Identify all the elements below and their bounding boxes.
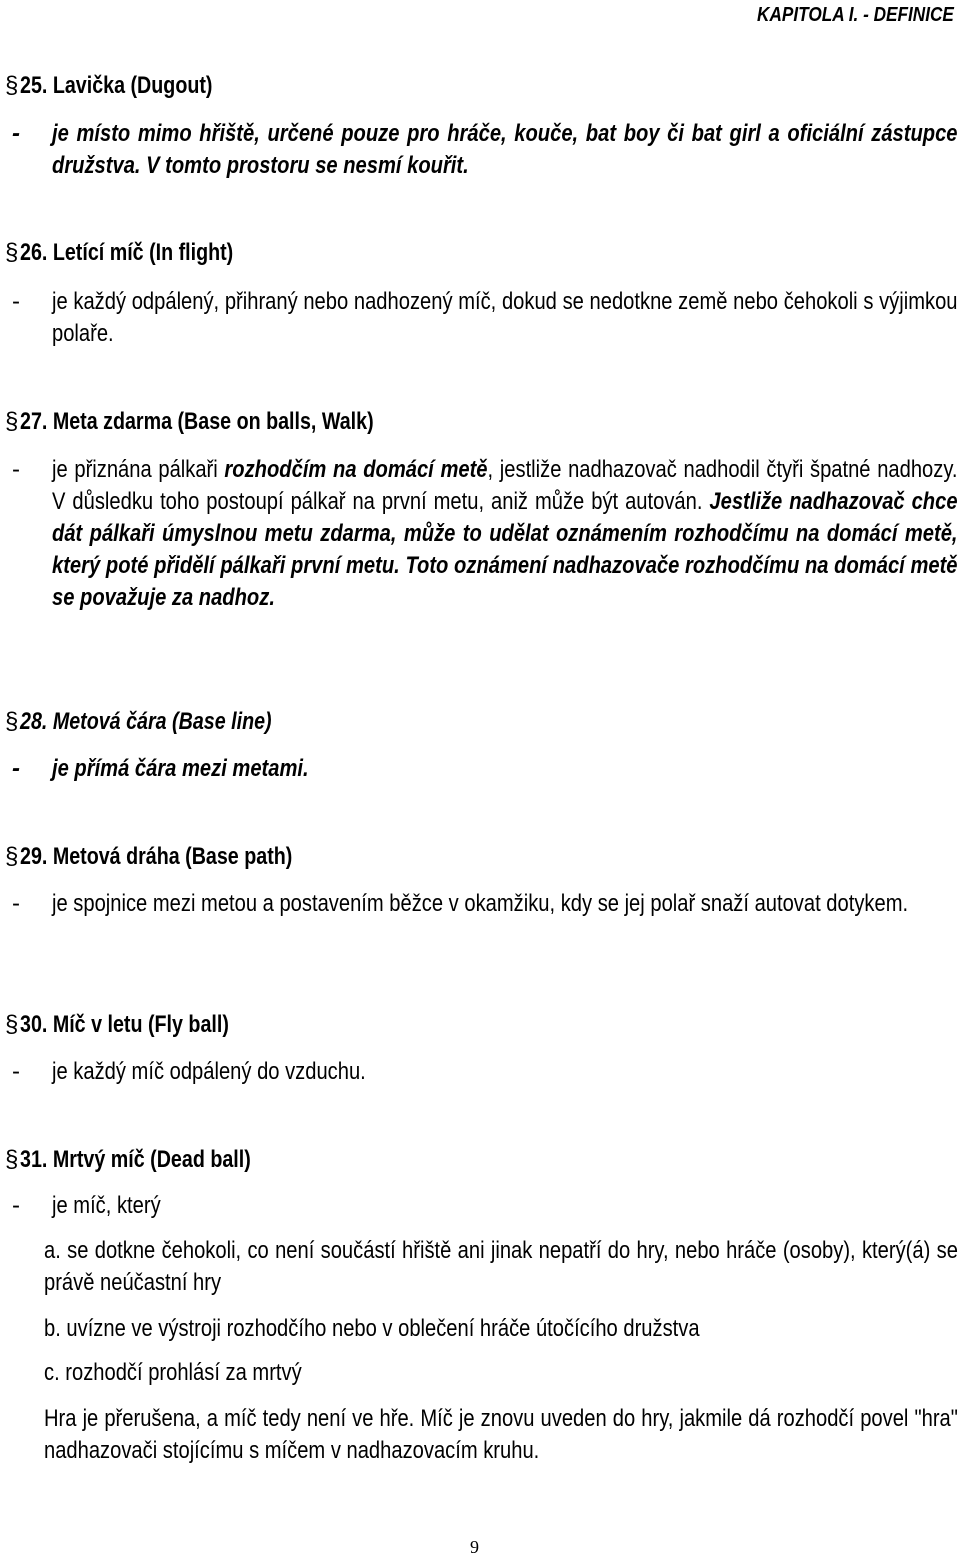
- section-25-text: [52, 118, 958, 182]
- section-26-text-content: je každý odpálený, přihraný nebo nadhozený míč, dokud se nedotkne země nebo čehokoli s výjimkou polaře.: [52, 288, 958, 347]
- section-sign: §: [5, 1011, 19, 1038]
- section-29-heading: [5, 842, 352, 872]
- section-29-title: 29. Metová dráha (Base path): [20, 843, 293, 870]
- section-31-heading: [5, 1145, 301, 1175]
- section-27-text-part-1: je přiznána pálkaři: [52, 456, 225, 483]
- section-27-emphasis-umpire: rozhodčím na domácí metě: [224, 456, 488, 483]
- bullet-dash: -: [12, 890, 20, 917]
- section-31-text-content: je míč, který: [52, 1192, 161, 1219]
- section-28-text-content: je přímá čára mezi metami.: [52, 755, 309, 782]
- section-31-item-b-text: b. uvízne ve výstroji rozhodčího nebo v oblečení hráče útočícího družstva: [44, 1315, 700, 1342]
- bullet-dash: -: [12, 1058, 20, 1085]
- section-31-item-c: [44, 1357, 958, 1389]
- section-sign: §: [5, 408, 19, 435]
- section-31-item-a-text: a. se dotkne čehokoli, co není součástí hřiště ani jinak nepatří do hry, nebo hráče (osoby), který(á) se právě neúčastní hry: [44, 1237, 958, 1296]
- page-number: 9: [470, 1537, 479, 1557]
- section-31-closing: [44, 1403, 958, 1467]
- section-31-item-c-text: c. rozhodčí prohlásí za mrtvý: [44, 1359, 302, 1386]
- section-29-text-content: je spojnice mezi metou a postavením běžce v okamžiku, kdy se jej polař snaží autovat dotykem.: [52, 890, 909, 917]
- section-26-text: [52, 286, 958, 350]
- bullet-dash: -: [12, 288, 20, 315]
- section-28-text: [52, 753, 958, 785]
- bullet-dash: -: [12, 755, 20, 782]
- section-31-item-a: [44, 1235, 958, 1299]
- bullet-dash: -: [12, 456, 20, 483]
- section-sign: §: [5, 843, 19, 870]
- section-27-text-content: [52, 454, 958, 614]
- section-25-title: 25. Lavička (Dugout): [20, 72, 213, 99]
- chapter-header: KAPITOLA I. - DEFINICE: [757, 4, 954, 26]
- section-27-emphasis-intentional-walk: Jestliže nadhazovač chce dát pálkaři úmyslnou metu zdarma, může to udělat oznámením rozhodčímu na domácí metě, který poté přidělí pálkaři první metu. Toto oznámení nadhazovače rozhodčímu na domácí metě se považuje za nadhoz.: [52, 488, 958, 611]
- bullet-dash: -: [12, 120, 20, 147]
- section-28-heading: [5, 707, 327, 737]
- section-29-text: [52, 888, 958, 920]
- section-26-heading: [5, 238, 280, 268]
- section-25-heading: [5, 71, 255, 101]
- bullet-dash: -: [12, 1192, 20, 1219]
- section-27-heading: [5, 407, 451, 437]
- section-sign: §: [5, 708, 19, 735]
- section-25-text-content: je místo mimo hřiště, určené pouze pro hráče, kouče, bat boy či bat girl a oficiální zástupce družstva. V tomto prostoru se nesmí kouřit.: [52, 120, 958, 179]
- section-sign: §: [5, 239, 19, 266]
- section-28-title: 28. Metová čára (Base line): [20, 708, 272, 735]
- section-sign: §: [5, 1146, 19, 1173]
- section-31-text: [52, 1190, 958, 1222]
- section-30-text-content: je každý míč odpálený do vzduchu.: [52, 1058, 366, 1085]
- section-27-text-part-3: , jestliže nadhazovač nadhodil čtyři špatné nadhozy. V důsledku toho postoupí pálkař na první metu, aniž může být autován.: [52, 456, 958, 515]
- section-30-title: 30. Míč v letu (Fly ball): [20, 1011, 229, 1038]
- section-31-closing-text: Hra je přerušena, a míč tedy není ve hře. Míč je znovu uveden do hry, jakmile dá rozhodčí povel "hra" nadhazovači stojícímu s míčem v nadhazovacím kruhu.: [44, 1405, 958, 1464]
- section-30-heading: [5, 1010, 275, 1040]
- section-27-title: 27. Meta zdarma (Base on balls, Walk): [20, 408, 374, 435]
- section-31-title: 31. Mrtvý míč (Dead ball): [20, 1146, 251, 1173]
- section-30-text: [52, 1056, 958, 1088]
- section-31-item-b: [44, 1313, 958, 1345]
- section-27-text: [52, 454, 958, 614]
- section-26-title: 26. Letící míč (In flight): [20, 239, 234, 266]
- section-sign: §: [5, 72, 19, 99]
